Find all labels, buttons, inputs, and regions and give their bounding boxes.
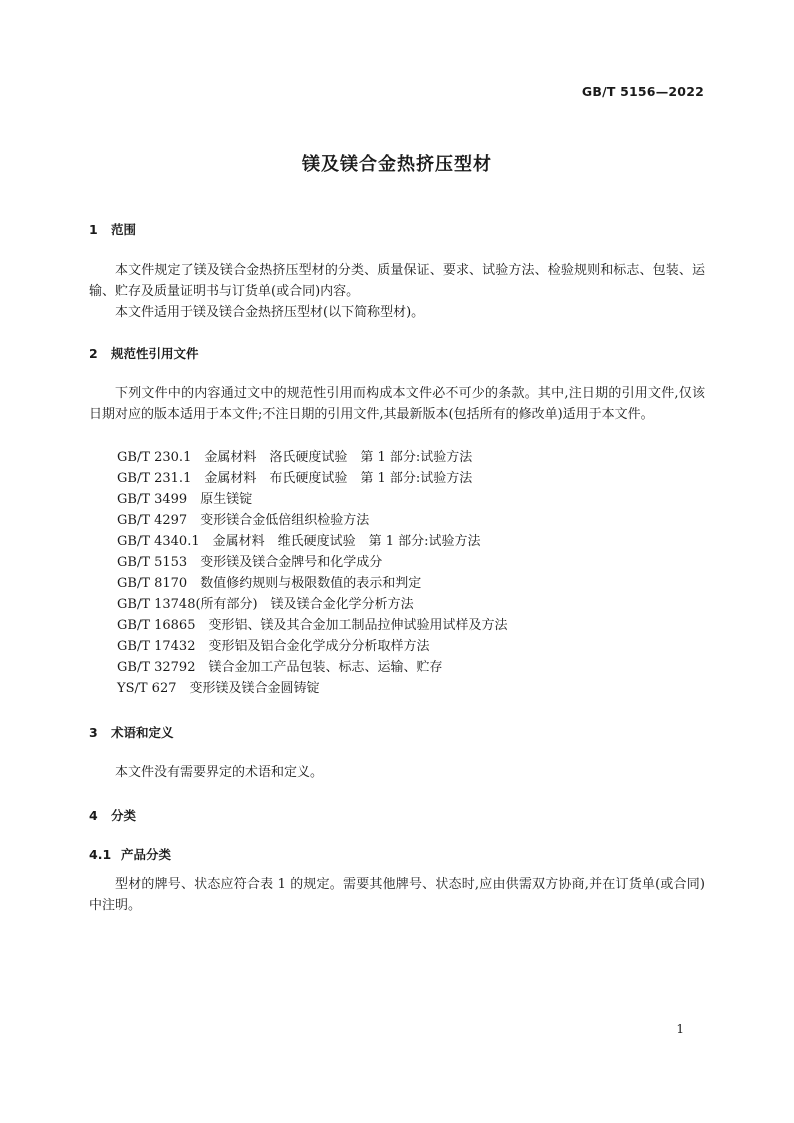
section-2-heading [89,344,199,362]
page-number: 1 [676,1022,684,1036]
section-number: 4 [89,808,98,823]
section-2-paragraph-1: 下列文件中的内容通过文中的规范性引用而构成本文件必不可少的条款。其中,注日期的引用文件,仅该日期对应的版本适用于本文件;不注日期的引用文件,其最新版本(包括所有的修改单)适用于本文件。 [89,386,705,422]
subsection-title: 产品分类 [121,847,172,862]
reference-item: YS/T 627 变形镁及镁合金圆铸锭 [117,681,320,696]
document-title: 镁及镁合金热挤压型材 [302,154,492,175]
section-4-paragraph-1: 型材的牌号、状态应符合表 1 的规定。需要其他牌号、状态时,应由供需双方协商,并在订货单(或合同)中注明。 [89,877,705,913]
subsection-number: 4.1 [89,847,112,862]
reference-item: GB/T 13748(所有部分) 镁及镁合金化学分析方法 [117,597,414,612]
section-3-heading [89,723,174,741]
reference-item: GB/T 230.1 金属材料 洛氏硬度试验 第 1 部分:试验方法 [117,450,473,465]
reference-item: GB/T 231.1 金属材料 布氏硬度试验 第 1 部分:试验方法 [117,471,473,486]
section-1-heading [89,220,136,238]
section-3-paragraph-1: 本文件没有需要界定的术语和定义。 [115,765,324,780]
reference-item: GB/T 3499 原生镁锭 [117,492,253,507]
section-title: 分类 [111,808,137,823]
section-1-paragraph-2: 本文件适用于镁及镁合金热挤压型材(以下简称型材)。 [115,305,425,320]
reference-item: GB/T 8170 数值修约规则与极限数值的表示和判定 [117,576,422,591]
reference-item: GB/T 32792 镁合金加工产品包装、标志、运输、贮存 [117,660,443,675]
document-code: GB/T 5156—2022 [581,84,704,99]
reference-item: GB/T 5153 变形镁及镁合金牌号和化学成分 [117,555,383,570]
section-title: 范围 [111,222,137,237]
section-number: 2 [89,346,98,361]
section-title: 规范性引用文件 [111,346,199,361]
section-number: 1 [89,222,98,237]
section-1-paragraph-1: 本文件规定了镁及镁合金热挤压型材的分类、质量保证、要求、试验方法、检验规则和标志、包装、运输、贮存及质量证明书与订货单(或合同)内容。 [89,263,705,299]
section-title: 术语和定义 [111,725,174,740]
reference-item: GB/T 16865 变形铝、镁及其合金加工制品拉伸试验用试样及方法 [117,618,508,633]
section-number: 3 [89,725,98,740]
subsection-4-1-heading [89,845,171,863]
reference-item: GB/T 4297 变形镁合金低倍组织检验方法 [117,513,370,528]
section-4-heading [89,806,136,824]
reference-item: GB/T 17432 变形铝及铝合金化学成分分析取样方法 [117,639,430,654]
reference-item: GB/T 4340.1 金属材料 维氏硬度试验 第 1 部分:试验方法 [117,534,481,549]
